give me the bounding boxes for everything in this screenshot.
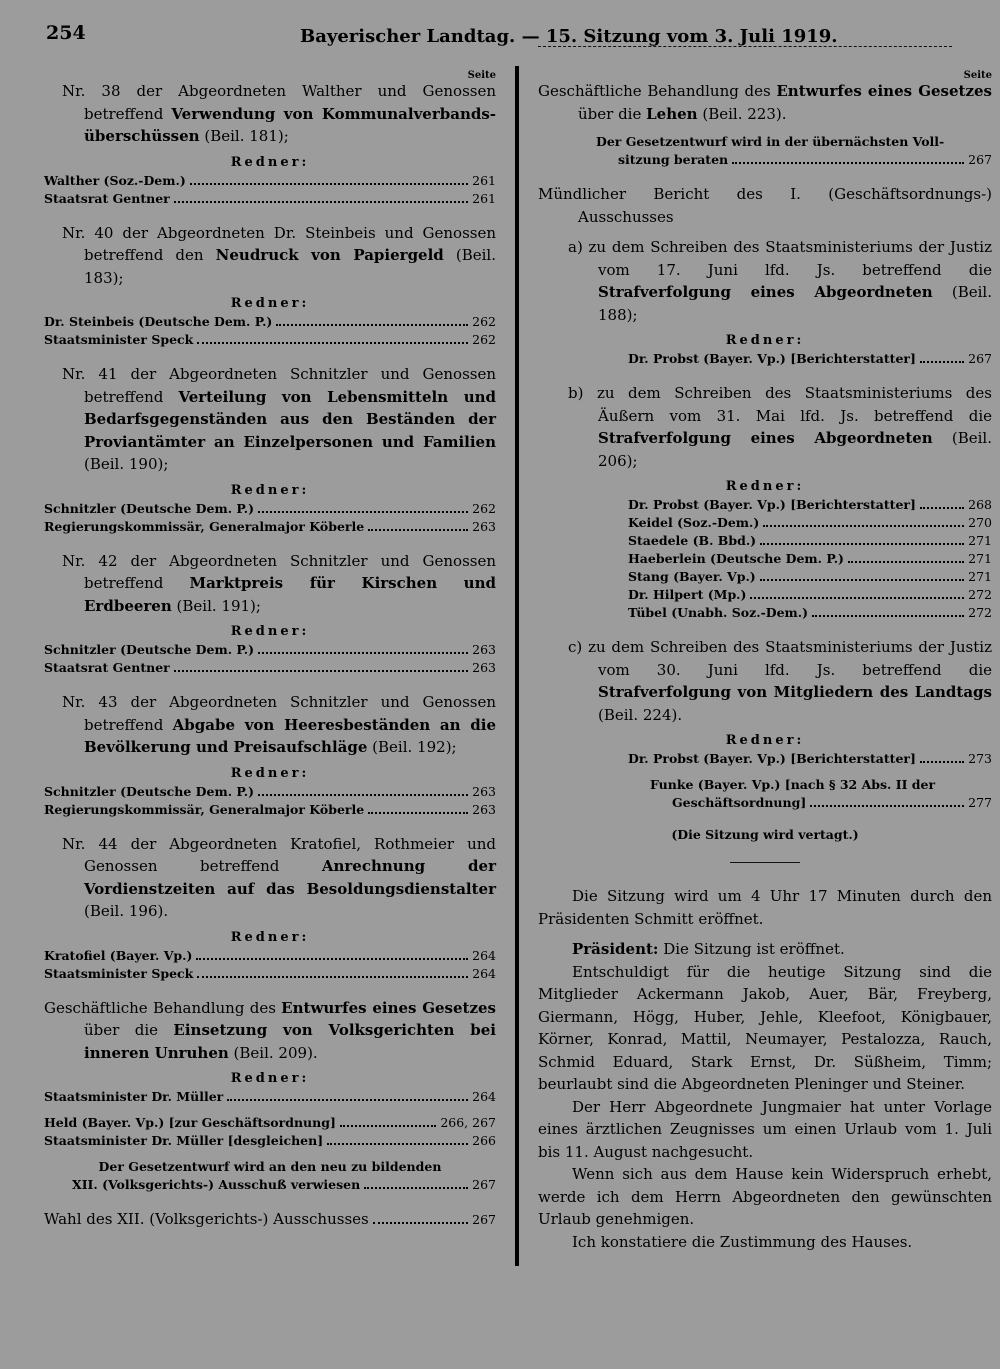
left-column	[44, 70, 496, 1231]
entry-nr41: Nr. 41 der Abgeordneten Schnitzler und Genossen betreffend Verteilung von Lebensmitteln und Bedarfsgegenständen aus den Beständen der Proviantämter an Einzelpersonen und Familien (Beil. 190);	[62, 365, 496, 473]
speaker-name: Staatsminister Dr. Müller	[44, 1089, 224, 1104]
speaker-row	[44, 965, 496, 983]
speaker-row	[44, 641, 496, 659]
bericht-item-c: c) zu dem Schreiben des Staatsministeriums der Justiz vom 30. Juni lfd. Js. betreffend die Strafverfolgung von Mitgliedern des Landtags (Beil. 224).	[568, 638, 992, 724]
speaker-name: Regierungskommissär, Generalmajor Köberle	[44, 801, 365, 817]
page-ref: 271	[968, 551, 992, 566]
speaker-name: Staatsminister Speck	[44, 332, 194, 347]
bericht-item-b: b) zu dem Schreiben des Staatsministeriums des Äußern vom 31. Mai lfd. Js. betreffend die Strafverfolgung eines Abgeordneten (Beil. 206);	[568, 384, 993, 470]
speaker-row	[44, 947, 496, 965]
speaker-name: Staedele (B. Bbd.)	[628, 533, 757, 548]
speaker-row	[44, 500, 496, 518]
speaker-name: Schnitzler (Deutsche Dem. P.)	[44, 500, 255, 516]
page-ref: 263	[472, 518, 496, 534]
speaker-name: Regierungskommissär, Generalmajor Köberle	[44, 518, 365, 534]
speaker-list	[44, 1088, 496, 1106]
redner-heading: Redner:	[230, 929, 310, 945]
referral-note: Der Gesetzentwurf wird an den neu zu bildenden	[98, 1159, 442, 1174]
speaker-name: Tübel (Unabh. Soz.-Dem.)	[628, 605, 809, 620]
bericht-item-a: a) zu dem Schreiben des Staatsministeriums der Justiz vom 17. Juni lfd. Js. betreffend die Strafverfolgung eines Abgeordneten (Beil. 188);	[568, 238, 993, 324]
speaker-list	[44, 172, 496, 208]
absentees-paragraph: Entschuldigt für die heutige Sitzung sind die Mitglieder Ackermann Jakob, Auer, Bär, Freyberg, Giermann, Högg, Huber, Jehle, Kleefoot, Königbauer, Körner, Konrad, Mattil, Neumayer, Pestalozza, Rauch, Schmid Eduard, Stark Ernst, Dr. Süßheim, Timm; beurlaubt sind die Abgeordneten Pleninger und Steiner.	[538, 962, 992, 1093]
approval-paragraph: Wenn sich aus dem Hause kein Widerspruch erhebt, werde ich dem Herrn Abgeordneten den gewünschten Urlaub genehmigen.	[538, 1165, 992, 1228]
speaker-list	[538, 750, 992, 768]
redner-heading: Redner:	[230, 1071, 310, 1086]
page-ref: 273	[968, 751, 992, 766]
speaker-name: Staatsminister Speck	[44, 965, 194, 981]
speaker-name: Staatsrat Gentner	[44, 190, 170, 206]
entry-lehen: Geschäftliche Behandlung des Entwurfes eines Gesetzes über die Lehen (Beil. 223).	[538, 82, 992, 123]
entry-bericht: Mündlicher Bericht des I. (Geschäftsordnungs-) Ausschusses	[538, 185, 992, 226]
entry-nr38: Nr. 38 der Abgeordneten Walther und Genossen betreffend Verwendung von Kommunalverbands- überschüssen (Beil. 181);	[62, 82, 497, 145]
page-ref: 264	[472, 1089, 496, 1104]
funke-note-line2: Geschäftsordnung] 277	[672, 795, 992, 810]
closing-paragraph: Ich konstatiere die Zustimmung des Hauses.	[572, 1232, 913, 1251]
right-column	[538, 70, 992, 1253]
section-divider	[730, 862, 800, 863]
column-divider	[515, 66, 519, 1266]
page-ref: 272	[968, 605, 992, 620]
redner-heading: Redner:	[230, 765, 310, 781]
speaker-row: Staatsminister Dr. Müller [desgleichen] 266	[44, 1133, 496, 1148]
lehen-note: Der Gesetzentwurf wird in der übernächsten Voll-	[596, 134, 945, 149]
speaker-row	[44, 1088, 496, 1106]
entry-nr43: Nr. 43 der Abgeordneten Schnitzler und Genossen betreffend Abgabe von Heeresbeständen an die Bevölkerung und Preisaufschläge (Beil. 192);	[62, 693, 496, 756]
speaker-name: Staatsrat Gentner	[44, 660, 170, 675]
opening-paragraph: Die Sitzung wird um 4 Uhr 17 Minuten durch den Präsidenten Schmitt eröffnet.	[538, 887, 992, 928]
speaker-row	[44, 331, 496, 349]
redner-heading: Redner:	[230, 624, 310, 639]
president-paragraph: Präsident: Die Sitzung ist eröffnet.	[572, 940, 845, 958]
entry-wahl-ausschuss: Wahl des XII. (Volksgerichts-) Ausschusses 267	[44, 1210, 496, 1228]
page-ref: 262	[472, 314, 496, 329]
speaker-name: Walther (Soz.-Dem.)	[44, 172, 186, 188]
lehen-note-line2: sitzung beraten 267	[618, 152, 992, 167]
page-ref: 263	[472, 660, 496, 675]
page-number: 254	[46, 22, 86, 44]
header-rule	[538, 46, 952, 47]
session-adjourned: (Die Sitzung wird vertagt.)	[671, 827, 859, 842]
speaker-row	[628, 550, 992, 568]
speaker-row	[628, 750, 992, 768]
redner-heading: Redner:	[725, 733, 805, 748]
page-ref: 263	[472, 642, 496, 657]
entry-nr44: Nr. 44 der Abgeordneten Kratofiel, Rothmeier und Genossen betreffend Anrechnung der Vordienstzeiten auf das Besoldungsdienstalter (Beil. 196).	[62, 834, 496, 920]
speaker-row	[44, 801, 496, 819]
page-ref: 261	[472, 190, 496, 206]
speaker-row	[628, 568, 992, 586]
redner-heading: Redner:	[230, 154, 310, 170]
speaker-list	[44, 947, 496, 983]
speaker-name: Dr. Hilpert (Mp.)	[628, 587, 747, 602]
speaker-name: Schnitzler (Deutsche Dem. P.)	[44, 783, 255, 799]
speaker-row: Held (Bayer. Vp.) [zur Geschäftsordnung] 266, 267	[44, 1115, 496, 1130]
funke-note: Funke (Bayer. Vp.) [nach § 32 Abs. II der	[650, 777, 936, 792]
seite-label: Seite	[963, 70, 992, 81]
speaker-name: Dr. Probst (Bayer. Vp.) [Berichterstatter]	[628, 497, 916, 512]
speaker-list	[44, 641, 496, 677]
speaker-name: Dr. Steinbeis (Deutsche Dem. P.)	[44, 314, 273, 329]
entry-nr40: Nr. 40 der Abgeordneten Dr. Steinbeis und Genossen betreffend den Neudruck von Papiergeld (Beil. 183);	[62, 223, 496, 287]
speaker-list	[538, 350, 992, 368]
page-ref: 262	[472, 332, 496, 347]
page-ref: 271	[968, 569, 992, 584]
page-ref: 263	[472, 801, 496, 817]
speaker-list	[44, 783, 496, 819]
speaker-list	[538, 496, 992, 622]
redner-heading: Redner:	[725, 333, 805, 348]
entry-nr42: Nr. 42 der Abgeordneten Schnitzler und Genossen betreffend Marktpreis für Kirschen und Erdbeeren (Beil. 191);	[62, 551, 496, 615]
speaker-row	[44, 190, 496, 208]
redner-heading: Redner:	[230, 482, 310, 498]
page-ref: 261	[472, 172, 496, 188]
speaker-name: Schnitzler (Deutsche Dem. P.)	[44, 642, 255, 657]
redner-heading: Redner:	[230, 296, 310, 311]
speaker-name: Kratofiel (Bayer. Vp.)	[44, 947, 193, 963]
speaker-name: Dr. Probst (Bayer. Vp.) [Berichterstatter]	[628, 751, 916, 766]
speaker-row	[44, 172, 496, 190]
page-ref: 263	[472, 783, 496, 799]
speaker-row	[44, 783, 496, 801]
speaker-name: Keidel (Soz.-Dem.)	[628, 515, 760, 530]
page-ref: 272	[968, 587, 992, 602]
page-ref: 270	[968, 515, 992, 530]
speaker-name: Haeberlein (Deutsche Dem. P.)	[628, 551, 844, 566]
speaker-row	[628, 586, 992, 604]
page-ref: 264	[472, 965, 496, 981]
page-ref: 264	[472, 947, 496, 963]
speaker-row	[628, 604, 992, 622]
page-ref: 267	[968, 351, 992, 366]
speaker-name: Dr. Probst (Bayer. Vp.) [Berichterstatter]	[628, 351, 916, 366]
speaker-row	[628, 350, 992, 368]
speaker-list	[44, 313, 496, 349]
speaker-row	[44, 659, 496, 677]
redner-heading: Redner:	[725, 479, 805, 494]
seite-label: Seite	[467, 70, 496, 81]
speaker-list	[44, 500, 496, 536]
speaker-label: Präsident:	[572, 940, 659, 958]
speaker-row	[44, 518, 496, 536]
speaker-row	[44, 313, 496, 331]
page-ref: 262	[472, 500, 496, 516]
speaker-name: Stang (Bayer. Vp.)	[628, 569, 756, 584]
running-title: Bayerischer Landtag. — 15. Sitzung vom 3. Juli 1919.	[300, 26, 838, 47]
entry-volksgerichte: Geschäftliche Behandlung des Entwurfes eines Gesetzes über die Einsetzung von Volksgerichten bei inneren Unruhen (Beil. 209).	[44, 998, 497, 1062]
leave-paragraph: Der Herr Abgeordnete Jungmaier hat unter Vorlage eines ärztlichen Zeugnisses um einen Urlaub vom 1. Juli bis 11. August nachgesucht.	[538, 1097, 992, 1161]
speaker-row	[628, 514, 992, 532]
page-header	[46, 22, 992, 52]
referral-note-line2: XII. (Volksgerichts-) Ausschuß verwiesen 267	[72, 1177, 496, 1192]
page-ref: 268	[968, 497, 992, 512]
speaker-row	[628, 496, 992, 514]
speaker-row	[628, 532, 992, 550]
page-ref: 271	[968, 533, 992, 548]
